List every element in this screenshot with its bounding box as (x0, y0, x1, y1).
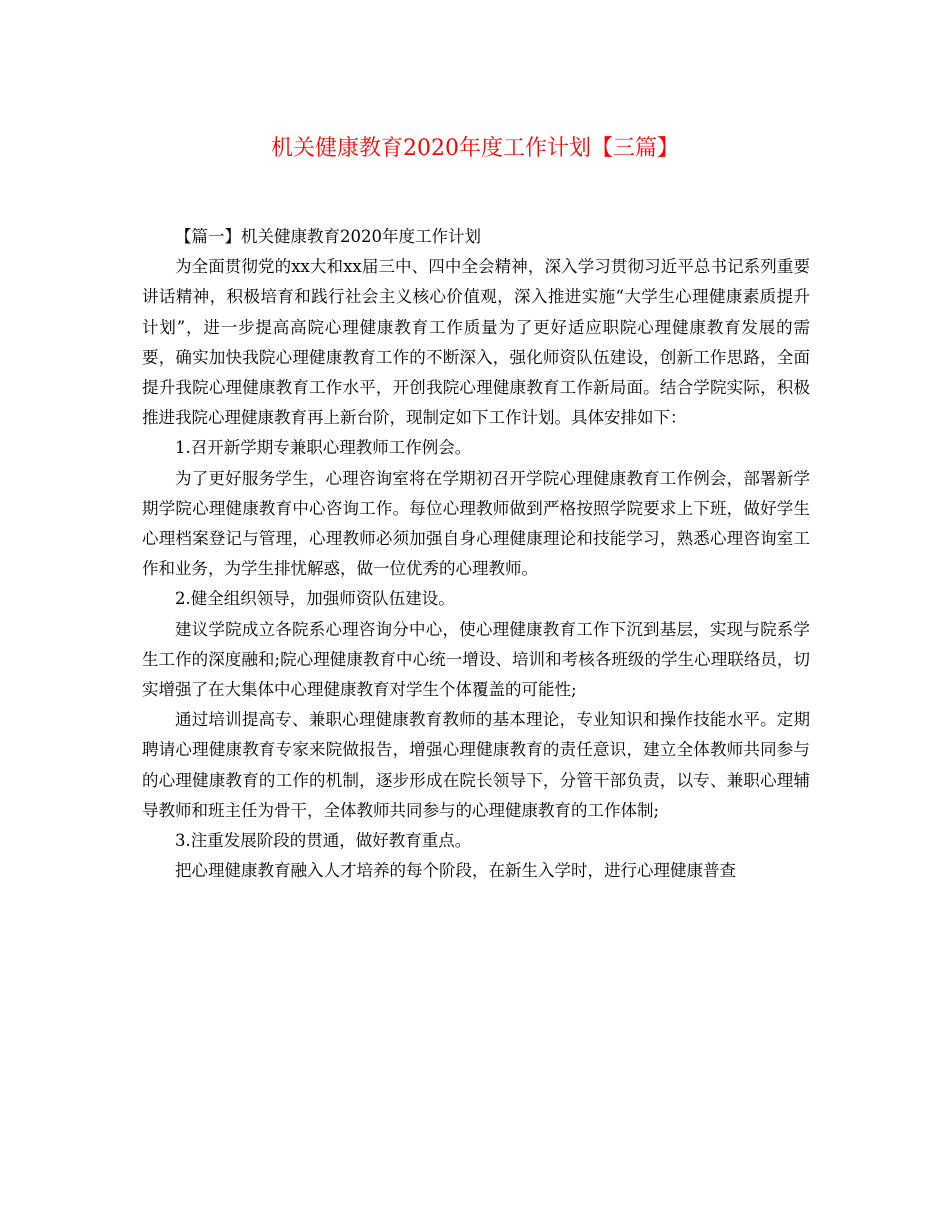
item-heading-3: 3.注重发展阶段的贯通，做好教育重点。 (175, 831, 472, 851)
paragraph-item-2a: 建议学院成立各院系心理咨询分中心，使心理健康教育工作下沉到基层，实现与院系学生工作的深度融和;院心理健康教育中心统一增设、培训和考核各班级的学生心理联络员，切实增强了在大集体中心理健康教育对学生个体覆盖的可能性; (142, 619, 810, 700)
document-title: 机关健康教育2020年度工作计划【三篇】 (271, 136, 679, 161)
item-heading-1: 1.召开新学期专兼职心理教师工作例会。 (175, 438, 472, 458)
paragraph-item-1: 为了更好服务学生，心理咨询室将在学期初召开学院心理健康教育工作例会，部署新学期学院心理健康教育中心咨询工作。每位心理教师做到严格按照学院要求上下班，做好学生心理档案登记与管理，心理教师必须加强自身心理健康理论和技能学习，熟悉心理咨询室工作和业务，为学生排忧解惑，做一位优秀的心理教师。 (142, 468, 810, 579)
section-heading: 【篇一】机关健康教育2020年度工作计划 (175, 227, 481, 246)
document-body (142, 222, 810, 886)
paragraph-intro: 为全面贯彻党的xx大和xx届三中、四中全会精神，深入学习贯彻习近平总书记系列重要讲话精神，积极培育和践行社会主义核心价值观，深入推进实施“大学生心理健康素质提升计划”，进一步提高高院心理健康教育工作质量为了更好适应职院心理健康教育发展的需要，确实加快我院心理健康教育工作的不断深入，强化师资队伍建设，创新工作思路，全面提升我院心理健康教育工作水平，开创我院心理健康教育工作新局面。结合学院实际，积极推进我院心理健康教育再上新台阶，现制定如下工作计划。具体安排如下： (142, 257, 810, 428)
item-heading-2: 2.健全组织领导，加强师资队伍建设。 (175, 589, 455, 609)
paragraph-item-3: 把心理健康教育融入人才培养的每个阶段，在新生入学时，进行心理健康普查 (175, 861, 736, 881)
paragraph-item-2b: 通过培训提高专、兼职心理健康教育教师的基本理论，专业知识和操作技能水平。定期聘请心理健康教育专家来院做报告，增强心理健康教育的责任意识，建立全体教师共同参与的心理健康教育的工作的机制，逐步形成在院长领导下，分管干部负责，以专、兼职心理辅导教师和班主任为骨干，全体教师共同参与的心理健康教育的工作体制; (142, 710, 810, 820)
